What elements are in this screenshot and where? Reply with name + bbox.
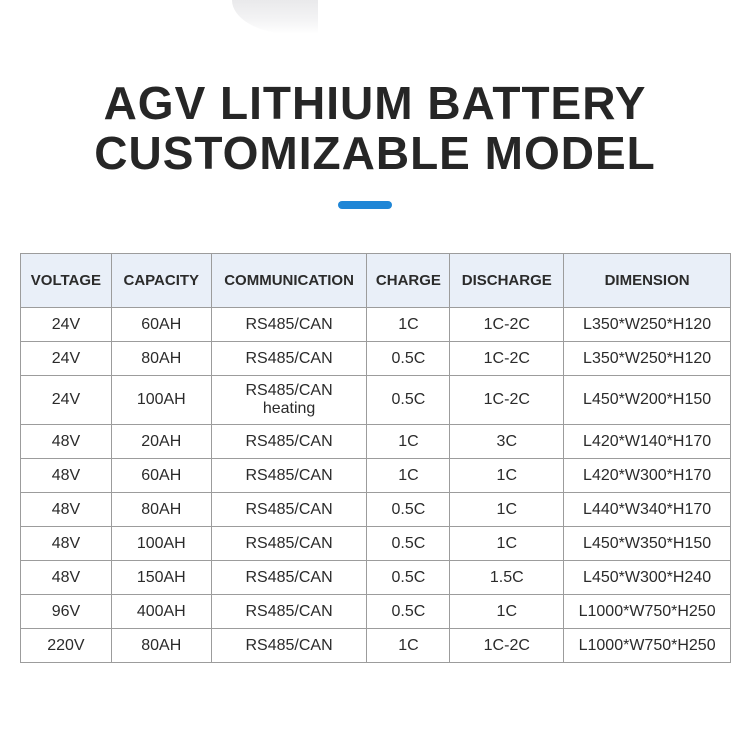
cell-dimension: L420*W140*H170: [564, 425, 731, 459]
cell-dimension: L440*W340*H170: [564, 493, 731, 527]
cell-charge: 0.5C: [367, 342, 450, 376]
table-row: [21, 629, 731, 663]
table-header-row: [21, 254, 731, 308]
table-row: [21, 527, 731, 561]
cell-capacity: 80AH: [111, 629, 211, 663]
cell-discharge: 1C-2C: [450, 342, 564, 376]
cell-communication-extra: heating: [262, 400, 316, 417]
cell-communication: RS485/CAN: [211, 308, 367, 342]
cell-communication: RS485/CAN: [211, 527, 367, 561]
cell-voltage: 24V: [21, 376, 112, 425]
cell-communication: [211, 376, 367, 425]
cell-communication: RS485/CAN: [211, 595, 367, 629]
cell-capacity: 60AH: [111, 459, 211, 493]
cell-discharge: 3C: [450, 425, 564, 459]
cell-voltage: 48V: [21, 425, 112, 459]
cell-dimension: L450*W300*H240: [564, 561, 731, 595]
cell-capacity: 20AH: [111, 425, 211, 459]
cell-voltage: 96V: [21, 595, 112, 629]
table-row: [21, 376, 731, 425]
cell-capacity: 100AH: [111, 376, 211, 425]
cell-charge: 0.5C: [367, 561, 450, 595]
cell-voltage: 48V: [21, 493, 112, 527]
table-row: [21, 595, 731, 629]
cell-communication: RS485/CAN: [211, 493, 367, 527]
cell-discharge: 1C: [450, 595, 564, 629]
cell-dimension: L420*W300*H170: [564, 459, 731, 493]
table-row: [21, 459, 731, 493]
cell-discharge: 1C-2C: [450, 376, 564, 425]
cell-charge: 1C: [367, 308, 450, 342]
cell-dimension: L1000*W750*H250: [564, 629, 731, 663]
header-discharge: DISCHARGE: [450, 254, 564, 308]
table-row: [21, 308, 731, 342]
cell-capacity: 80AH: [111, 342, 211, 376]
header-charge: CHARGE: [367, 254, 450, 308]
cell-communication: RS485/CAN: [211, 629, 367, 663]
cell-communication: RS485/CAN: [211, 459, 367, 493]
cell-charge: 0.5C: [367, 527, 450, 561]
cell-capacity: 60AH: [111, 308, 211, 342]
header-voltage: VOLTAGE: [21, 254, 112, 308]
title-line-2: CUSTOMIZABLE MODEL: [94, 127, 656, 179]
cell-discharge: 1C: [450, 459, 564, 493]
cell-charge: 1C: [367, 459, 450, 493]
header-capacity: CAPACITY: [111, 254, 211, 308]
cell-voltage: 48V: [21, 459, 112, 493]
table-row: [21, 342, 731, 376]
table-row: [21, 493, 731, 527]
cell-voltage: 24V: [21, 342, 112, 376]
cell-dimension: L350*W250*H120: [564, 342, 731, 376]
cell-discharge: 1C: [450, 527, 564, 561]
cell-capacity: 150AH: [111, 561, 211, 595]
header-dimension: DIMENSION: [564, 254, 731, 308]
cell-discharge: 1C-2C: [450, 629, 564, 663]
cell-discharge: 1C-2C: [450, 308, 564, 342]
cell-voltage: 24V: [21, 308, 112, 342]
header-communication: COMMUNICATION: [211, 254, 367, 308]
cell-communication-main: RS485/CAN: [245, 382, 333, 399]
table-row: [21, 561, 731, 595]
decorative-shade: [232, 0, 318, 34]
cell-dimension: L350*W250*H120: [564, 308, 731, 342]
cell-discharge: 1.5C: [450, 561, 564, 595]
cell-communication: RS485/CAN: [211, 561, 367, 595]
cell-charge: 0.5C: [367, 376, 450, 425]
battery-spec-table: [20, 253, 731, 663]
page-title: [0, 78, 750, 178]
cell-communication: RS485/CAN: [211, 425, 367, 459]
accent-bar: [338, 201, 392, 209]
cell-capacity: 100AH: [111, 527, 211, 561]
cell-voltage: 48V: [21, 527, 112, 561]
cell-voltage: 220V: [21, 629, 112, 663]
cell-charge: 0.5C: [367, 595, 450, 629]
cell-communication: RS485/CAN: [211, 342, 367, 376]
table-row: [21, 425, 731, 459]
cell-capacity: 400AH: [111, 595, 211, 629]
cell-voltage: 48V: [21, 561, 112, 595]
title-line-1: AGV LITHIUM BATTERY: [103, 77, 647, 129]
cell-charge: 1C: [367, 629, 450, 663]
cell-discharge: 1C: [450, 493, 564, 527]
cell-dimension: L450*W350*H150: [564, 527, 731, 561]
cell-capacity: 80AH: [111, 493, 211, 527]
cell-charge: 0.5C: [367, 493, 450, 527]
cell-dimension: L450*W200*H150: [564, 376, 731, 425]
cell-charge: 1C: [367, 425, 450, 459]
cell-dimension: L1000*W750*H250: [564, 595, 731, 629]
